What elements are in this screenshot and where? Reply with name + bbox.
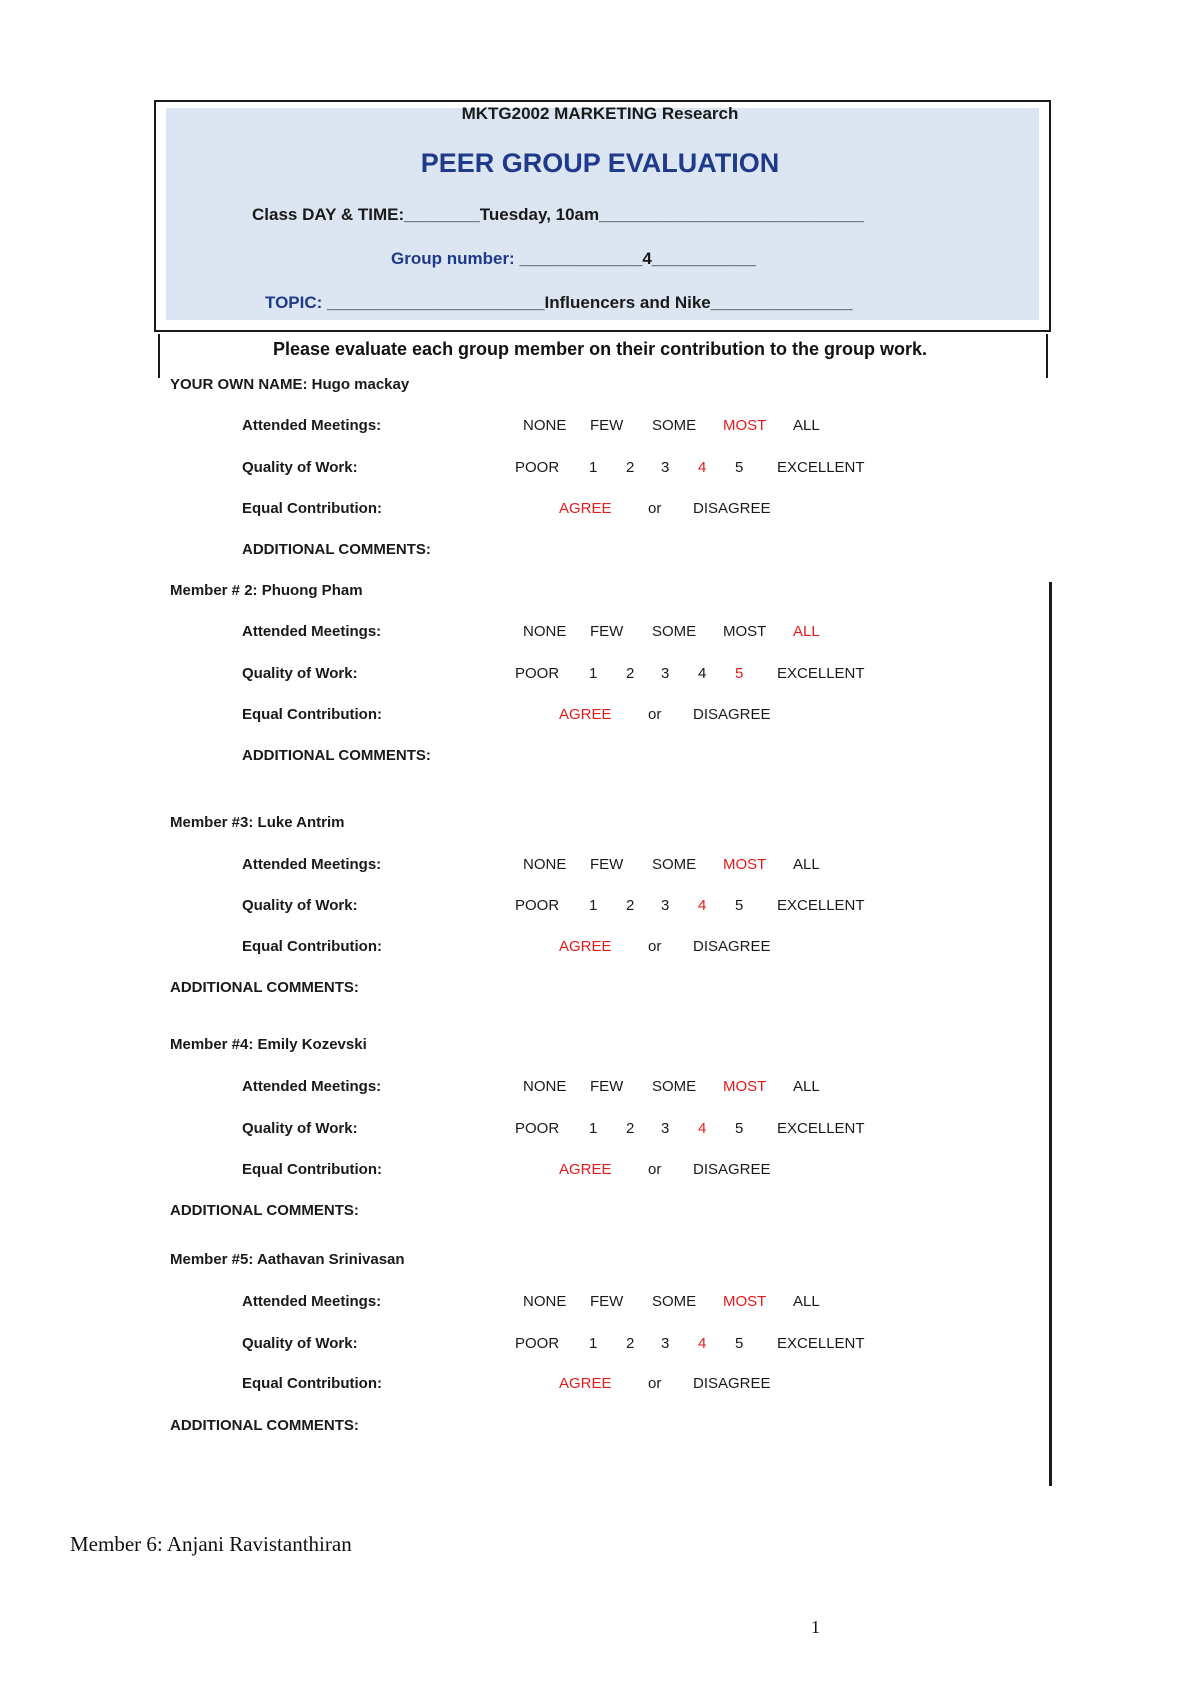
contribution-option-or: or	[648, 706, 662, 723]
instruction-text: Please evaluate each group member on their contribution to the group work.	[272, 339, 928, 359]
attended-meetings-label: Attended Meetings:	[242, 1078, 382, 1095]
quality-of-work-label: Quality of Work:	[242, 1335, 358, 1352]
quality-option-1: 1	[589, 897, 598, 914]
contribution-option-disagree: DISAGREE	[693, 500, 771, 517]
contribution-option-disagree: DISAGREE	[693, 706, 771, 723]
topic-value: _______________________Influencers and Nike_______________	[322, 293, 853, 312]
quality-option-4: 4	[698, 459, 707, 476]
quality-option-1: 1	[589, 1335, 598, 1352]
quality-of-work-label: Quality of Work:	[242, 459, 358, 476]
member6-text: Member 6: Anjani Ravistanthiran	[70, 1532, 352, 1556]
quality-option-3: 3	[661, 1120, 670, 1137]
attendance-option-none: NONE	[523, 1293, 567, 1310]
quality-option-3: 3	[661, 459, 670, 476]
contribution-option-disagree: DISAGREE	[693, 1375, 771, 1392]
attendance-option-all: ALL	[793, 856, 820, 873]
quality-option-poor: POOR	[515, 897, 560, 914]
quality-option-poor: POOR	[515, 665, 560, 682]
attendance-option-few: FEW	[590, 1078, 624, 1095]
quality-option-excellent: EXCELLENT	[777, 665, 865, 682]
attendance-option-all: ALL	[793, 1078, 820, 1095]
additional-comments-label: ADDITIONAL COMMENTS:	[242, 747, 431, 764]
equal-contribution-label: Equal Contribution:	[242, 1161, 382, 1178]
quality-option-poor: POOR	[515, 1335, 560, 1352]
quality-option-5: 5	[735, 1335, 744, 1352]
contribution-option-disagree: DISAGREE	[693, 1161, 771, 1178]
group-line	[391, 249, 756, 269]
quality-option-5: 5	[735, 665, 744, 682]
attendance-option-most: MOST	[723, 623, 767, 640]
quality-of-work-label: Quality of Work:	[242, 1120, 358, 1137]
additional-comments-label: ADDITIONAL COMMENTS:	[242, 541, 431, 558]
attendance-option-few: FEW	[590, 417, 624, 434]
additional-comments-label: ADDITIONAL COMMENTS:	[170, 1202, 359, 1219]
course-title: MKTG2002 MARKETING Research	[461, 104, 739, 123]
contribution-option-agree: AGREE	[559, 706, 612, 723]
attendance-option-some: SOME	[652, 417, 697, 434]
quality-option-excellent: EXCELLENT	[777, 1120, 865, 1137]
contribution-option-agree: AGREE	[559, 500, 612, 517]
quality-of-work-label: Quality of Work:	[242, 665, 358, 682]
quality-option-2: 2	[626, 897, 635, 914]
quality-option-1: 1	[589, 459, 598, 476]
quality-option-3: 3	[661, 1335, 670, 1352]
quality-option-3: 3	[661, 665, 670, 682]
attendance-option-most: MOST	[723, 856, 767, 873]
right-border-line	[1049, 582, 1052, 1486]
topic-label: TOPIC:	[265, 293, 323, 312]
equal-contribution-label: Equal Contribution:	[242, 1375, 382, 1392]
quality-of-work-label: Quality of Work:	[242, 897, 358, 914]
attended-meetings-label: Attended Meetings:	[242, 856, 382, 873]
attendance-option-most: MOST	[723, 417, 767, 434]
attendance-option-some: SOME	[652, 623, 697, 640]
page-title: PEER GROUP EVALUATION	[420, 148, 780, 178]
contribution-option-or: or	[648, 1161, 662, 1178]
quality-option-5: 5	[735, 1120, 744, 1137]
attendance-option-all: ALL	[793, 623, 820, 640]
quality-option-5: 5	[735, 459, 744, 476]
contribution-option-or: or	[648, 938, 662, 955]
group-label: Group number:	[391, 249, 515, 268]
quality-option-1: 1	[589, 665, 598, 682]
attendance-option-all: ALL	[793, 417, 820, 434]
class-line	[252, 205, 864, 225]
topic-line	[265, 293, 853, 313]
quality-option-1: 1	[589, 1120, 598, 1137]
equal-contribution-label: Equal Contribution:	[242, 500, 382, 517]
attendance-option-none: NONE	[523, 417, 567, 434]
equal-contribution-label: Equal Contribution:	[242, 706, 382, 723]
member-name: Member # 2: Phuong Pham	[170, 582, 363, 599]
member-name: Member #5: Aathavan Srinivasan	[170, 1251, 405, 1268]
attendance-option-most: MOST	[723, 1293, 767, 1310]
quality-option-4: 4	[698, 897, 707, 914]
contribution-option-agree: AGREE	[559, 1375, 612, 1392]
attendance-option-few: FEW	[590, 623, 624, 640]
quality-option-4: 4	[698, 665, 707, 682]
quality-option-excellent: EXCELLENT	[777, 459, 865, 476]
quality-option-5: 5	[735, 897, 744, 914]
contribution-option-or: or	[648, 500, 662, 517]
contribution-option-or: or	[648, 1375, 662, 1392]
member-name: Member #3: Luke Antrim	[170, 814, 345, 831]
quality-option-excellent: EXCELLENT	[777, 897, 865, 914]
quality-option-excellent: EXCELLENT	[777, 1335, 865, 1352]
attended-meetings-label: Attended Meetings:	[242, 417, 382, 434]
attendance-option-none: NONE	[523, 623, 567, 640]
contribution-option-agree: AGREE	[559, 938, 612, 955]
contribution-option-disagree: DISAGREE	[693, 938, 771, 955]
class-value: ________Tuesday, 10am____________________________	[404, 205, 864, 224]
attendance-option-some: SOME	[652, 856, 697, 873]
attendance-option-some: SOME	[652, 1078, 697, 1095]
quality-option-4: 4	[698, 1335, 707, 1352]
quality-option-poor: POOR	[515, 1120, 560, 1137]
attendance-option-none: NONE	[523, 856, 567, 873]
additional-comments-label: ADDITIONAL COMMENTS:	[170, 1417, 359, 1434]
additional-comments-label: ADDITIONAL COMMENTS:	[170, 979, 359, 996]
page-number: 1	[811, 1617, 820, 1637]
quality-option-2: 2	[626, 1335, 635, 1352]
member-name: Member #4: Emily Kozevski	[170, 1036, 367, 1053]
attended-meetings-label: Attended Meetings:	[242, 1293, 382, 1310]
attended-meetings-label: Attended Meetings:	[242, 623, 382, 640]
quality-option-poor: POOR	[515, 459, 560, 476]
equal-contribution-label: Equal Contribution:	[242, 938, 382, 955]
attendance-option-none: NONE	[523, 1078, 567, 1095]
quality-option-2: 2	[626, 665, 635, 682]
quality-option-2: 2	[626, 459, 635, 476]
quality-option-4: 4	[698, 1120, 707, 1137]
member-name: YOUR OWN NAME: Hugo mackay	[170, 376, 410, 393]
contribution-option-agree: AGREE	[559, 1161, 612, 1178]
class-label: Class DAY & TIME:	[252, 205, 405, 224]
attendance-option-all: ALL	[793, 1293, 820, 1310]
attendance-option-some: SOME	[652, 1293, 697, 1310]
group-value: _____________4___________	[514, 249, 756, 268]
attendance-option-few: FEW	[590, 1293, 624, 1310]
attendance-option-few: FEW	[590, 856, 624, 873]
attendance-option-most: MOST	[723, 1078, 767, 1095]
quality-option-3: 3	[661, 897, 670, 914]
quality-option-2: 2	[626, 1120, 635, 1137]
